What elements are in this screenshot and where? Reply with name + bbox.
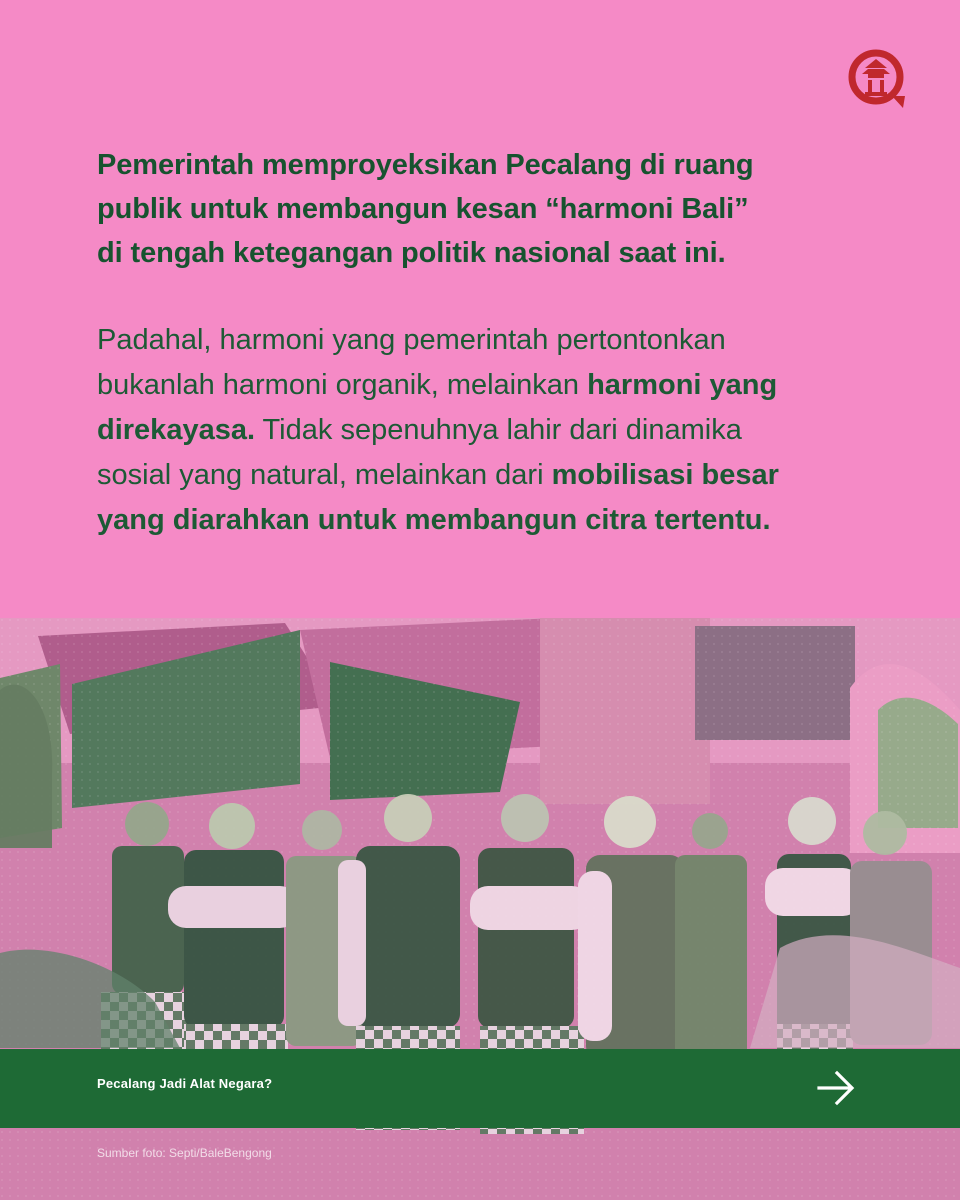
headline	[97, 143, 857, 275]
headline-line-2: publik untuk membangun kesan “harmoni Bali”	[97, 193, 749, 225]
body-line-5-bold: yang diarahkan untuk membangun citra tertentu.	[97, 504, 771, 536]
headline-line-1: Pemerintah memproyeksikan Pecalang di ruang	[97, 149, 754, 181]
body-line-3-bold: direkayasa.	[97, 414, 256, 446]
headline-line-3: di tengah ketegangan politik nasional saat ini.	[97, 237, 726, 269]
body-line-3	[97, 408, 887, 453]
caption-title: Pecalang Jadi Alat Negara?	[97, 1076, 273, 1091]
body-line-2-bold: harmoni yang	[587, 369, 778, 401]
body-line-2	[97, 363, 887, 408]
body-line-2-regular: bukanlah harmoni organik, melainkan	[97, 369, 588, 401]
body-line-3-regular: Tidak sepenuhnya lahir dari dinamika	[255, 414, 742, 446]
temple-logo-icon	[838, 38, 920, 120]
body-line-1: Padahal, harmoni yang pemerintah pertontonkan	[97, 324, 726, 356]
body-line-4-bold: mobilisasi besar	[551, 459, 779, 491]
body-line-4	[97, 453, 887, 498]
body-line-5	[97, 498, 887, 543]
arrow-right-icon[interactable]	[816, 1068, 858, 1108]
photo-credit: Sumber foto: Septi/BaleBengong	[97, 1146, 272, 1160]
body-paragraph	[97, 318, 887, 543]
body-line-4-regular: sosial yang natural, melainkan dari	[97, 459, 552, 491]
